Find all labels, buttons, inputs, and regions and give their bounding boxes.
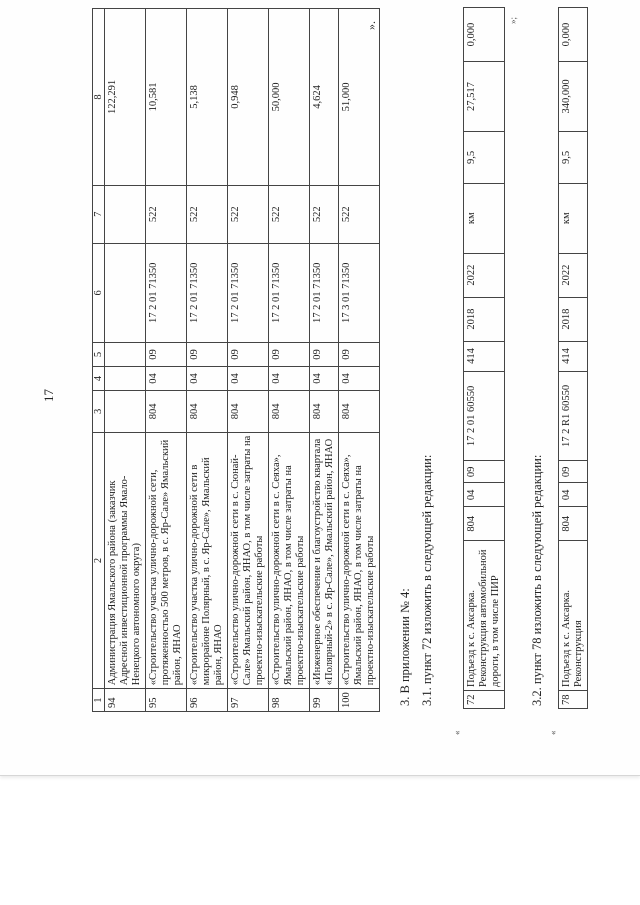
cell: 04	[228, 366, 269, 390]
row-name: «Строительство улично-дорожной сети в с. Сеяха», Ямальский район, ЯНАО, в том числе затраты на проектно-изыскательские работы	[269, 432, 310, 689]
cell: 9,5	[464, 131, 505, 183]
row-number: 99	[310, 689, 339, 712]
header-cell: 6	[93, 243, 105, 342]
cell	[105, 390, 146, 432]
amount-cell: 4,624	[310, 9, 339, 186]
cell: 27,517	[464, 62, 505, 132]
row-name: «Инженерное обеспечение и благоустройство квартала «Полярный-2» в с. Яр-Сале», Ямальский район, ЯНАО	[310, 432, 339, 689]
cell: 04	[559, 483, 588, 507]
header-cell: 5	[93, 343, 105, 367]
cell: 17 2 01 71350	[269, 243, 310, 342]
cell: 522	[187, 185, 228, 243]
point-78-table	[558, 7, 588, 709]
row-name: Подъезд к с. Аксарка. Реконструкция	[559, 541, 588, 691]
row-number: 72	[464, 691, 505, 709]
cell: 522	[146, 185, 187, 243]
cell: 804	[228, 390, 269, 432]
cell	[105, 366, 146, 390]
cell: 17 2 01 71350	[146, 243, 187, 342]
cell: 17 2 R1 60550	[559, 371, 588, 461]
cell: 04	[339, 366, 380, 390]
amount-cell: 51,000	[339, 9, 380, 186]
amount-cell: 0,948	[228, 9, 269, 186]
cell: км	[464, 183, 505, 253]
cell: 0,000	[464, 8, 505, 62]
cell: км	[559, 183, 588, 253]
cell: 09	[269, 343, 310, 367]
cell: 804	[339, 390, 380, 432]
cell: 17 3 01 71350	[339, 243, 380, 342]
row-number: 100	[339, 689, 380, 712]
header-cell: 1	[93, 689, 105, 712]
row-number: 98	[269, 689, 310, 712]
cell: 17 2 01 71350	[310, 243, 339, 342]
cell	[105, 243, 146, 342]
cell: 804	[464, 507, 505, 541]
cell: 17 2 01 71350	[228, 243, 269, 342]
cell	[105, 343, 146, 367]
section-subheading: 3.2. пункт 78 изложить в следующей редакции:	[530, 454, 544, 706]
opening-quote: «	[548, 730, 558, 735]
cell: 9,5	[559, 131, 588, 183]
point-72-table	[463, 7, 505, 709]
cell: 804	[310, 390, 339, 432]
cell: 340,000	[559, 62, 588, 132]
cell: 804	[559, 507, 588, 541]
cell: 804	[146, 390, 187, 432]
table-row	[187, 9, 228, 712]
opening-quote: «	[452, 730, 462, 735]
table-header-row	[93, 9, 105, 712]
amount-cell: 122,291	[105, 9, 146, 186]
cell: 522	[339, 185, 380, 243]
cell: 09	[228, 343, 269, 367]
table-row	[310, 9, 339, 712]
table-row	[105, 9, 146, 712]
table-row	[464, 8, 505, 709]
header-cell: 2	[93, 432, 105, 689]
cell: 04	[269, 366, 310, 390]
cell: 17 2 01 60550	[464, 371, 505, 461]
amount-cell: 5,138	[187, 9, 228, 186]
cell: 522	[228, 185, 269, 243]
section-subheading: 3.1. пункт 72 изложить в следующей редакции:	[420, 454, 434, 706]
cell: 2018	[464, 297, 505, 341]
cell: 17 2 01 71350	[187, 243, 228, 342]
cell: 414	[464, 341, 505, 371]
cell: 09	[187, 343, 228, 367]
closing-quote: »;	[508, 16, 518, 24]
amount-cell: 10,581	[146, 9, 187, 186]
cell: 09	[464, 461, 505, 483]
cell: 0,000	[559, 8, 588, 62]
cell: 414	[559, 341, 588, 371]
row-name: Администрация Ямальского района (заказчик Адресной инвестиционной программы Ямало-Ненецкого автономного округа)	[105, 432, 146, 689]
row-number: 96	[187, 689, 228, 712]
cell: 804	[187, 390, 228, 432]
row-number: 95	[146, 689, 187, 712]
cell: 09	[146, 343, 187, 367]
cell: 2022	[559, 253, 588, 297]
cell: 04	[464, 483, 505, 507]
header-cell: 4	[93, 366, 105, 390]
header-cell: 3	[93, 390, 105, 432]
table-row	[269, 9, 310, 712]
cell: 522	[269, 185, 310, 243]
row-name: «Строительство участка улично-дорожной сети в микрорайоне Полярный, в с. Яр-Сале», Ямальский район, ЯНАО	[187, 432, 228, 689]
row-name: «Строительство участка улично-дорожной сети, протяженностью 500 метров, в с. Яр-Сале» Ямальский район, ЯНАО	[146, 432, 187, 689]
cell: 09	[310, 343, 339, 367]
cell	[105, 185, 146, 243]
row-number: 78	[559, 691, 588, 709]
table-row	[146, 9, 187, 712]
table-row	[559, 8, 588, 709]
cell: 09	[339, 343, 380, 367]
header-cell: 7	[93, 185, 105, 243]
cell: 04	[187, 366, 228, 390]
section-heading: 3. В приложении № 4:	[398, 588, 412, 706]
table-row	[339, 9, 380, 712]
cell: 04	[310, 366, 339, 390]
cell: 522	[310, 185, 339, 243]
cell: 09	[559, 461, 588, 483]
row-number: 97	[228, 689, 269, 712]
table-row	[228, 9, 269, 712]
row-name: «Строительство улично-дорожной сети в с. Сеяха», Ямальский район, ЯНАО, в том числе затраты на проектно-изыскательские работы	[339, 432, 380, 689]
cell: 2022	[464, 253, 505, 297]
amount-cell: 50,000	[269, 9, 310, 186]
main-table	[92, 8, 380, 712]
closing-quote: ».	[364, 21, 378, 30]
page-number: 17	[41, 389, 56, 402]
cell: 2018	[559, 297, 588, 341]
cell: 04	[146, 366, 187, 390]
row-name: Подъезд к с. Аксарка. Реконструкция автомобильной дороги, в том числе ПИР	[464, 541, 505, 691]
header-cell: 8	[93, 9, 105, 186]
row-number: 94	[105, 689, 146, 712]
row-name: «Строительство улично-дорожной сети в с. Сюнай-Сале» Ямальский район, ЯНАО, в том числе затраты на проектно-изыскательские работы	[228, 432, 269, 689]
cell: 804	[269, 390, 310, 432]
